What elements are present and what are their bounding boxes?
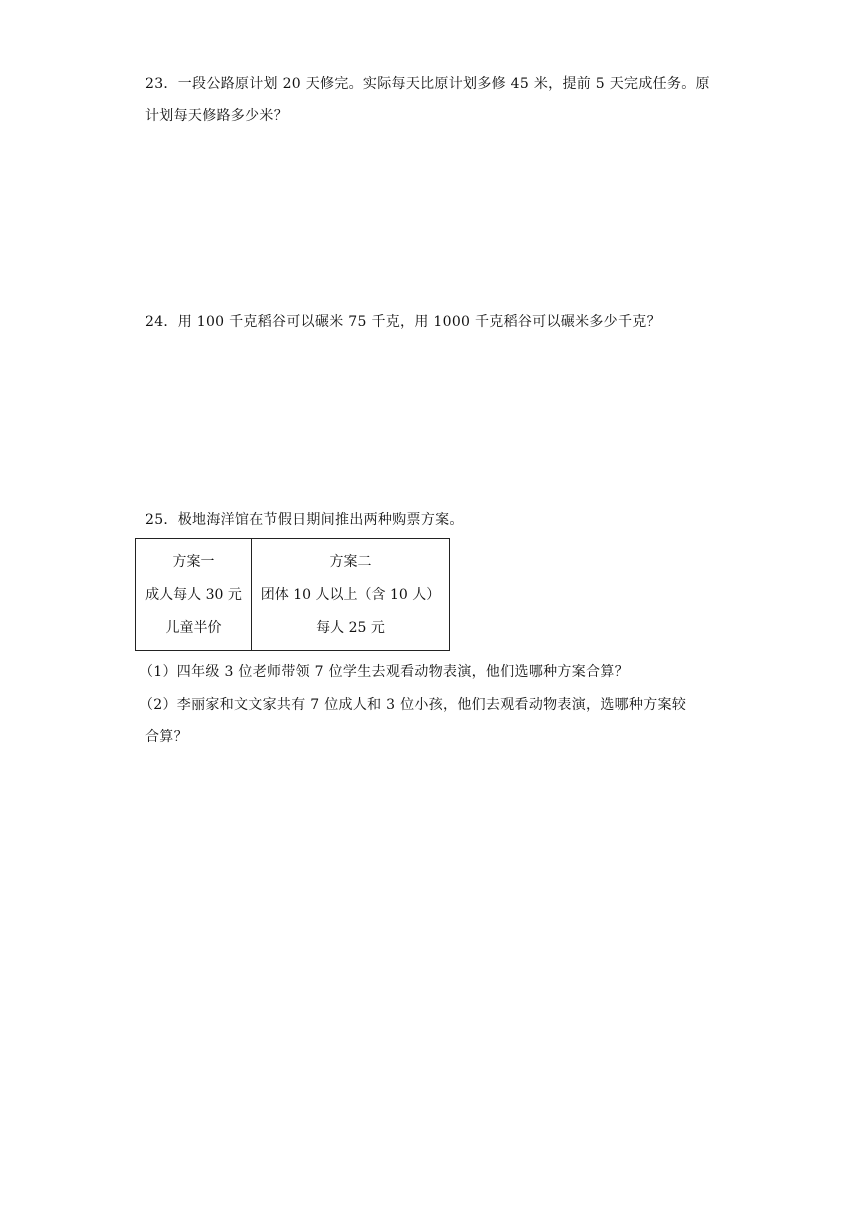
question-24-text: 24．用 100 千克稻谷可以碾米 75 千克，用 1000 千克稻谷可以碾米多少千克？ <box>145 314 661 330</box>
plan-two-group-condition: 团体 10 人以上（含 10 人） <box>260 586 441 603</box>
ticket-plan-table <box>135 538 450 651</box>
question-25-part-1: （1）四年级 3 位老师带领 7 位学生去观看动物表演，他们选哪种方案合算？ <box>139 664 629 680</box>
question-23-text-line-1: 23．一段公路原计划 20 天修完。实际每天比原计划多修 45 米，提前 5 天完成任务。原 <box>145 76 710 92</box>
plan-one-column <box>136 539 252 650</box>
question-23-text-line-2: 计划每天修路多少米？ <box>145 108 288 124</box>
plan-two-column <box>252 539 449 650</box>
plan-one-title: 方案一 <box>172 553 215 570</box>
plan-one-child-price: 儿童半价 <box>165 619 222 636</box>
plan-two-title: 方案二 <box>329 553 372 570</box>
question-25-part-2-line-1: （2）李丽家和文文家共有 7 位成人和 3 位小孩，他们去观看动物表演，选哪种方案较 <box>139 697 687 713</box>
plan-two-price: 每人 25 元 <box>316 619 385 636</box>
question-25-intro: 25．极地海洋馆在节假日期间推出两种购票方案。 <box>145 512 464 528</box>
question-25-part-2-line-2: 合算？ <box>145 729 188 745</box>
plan-one-adult-price: 成人每人 30 元 <box>145 586 242 603</box>
